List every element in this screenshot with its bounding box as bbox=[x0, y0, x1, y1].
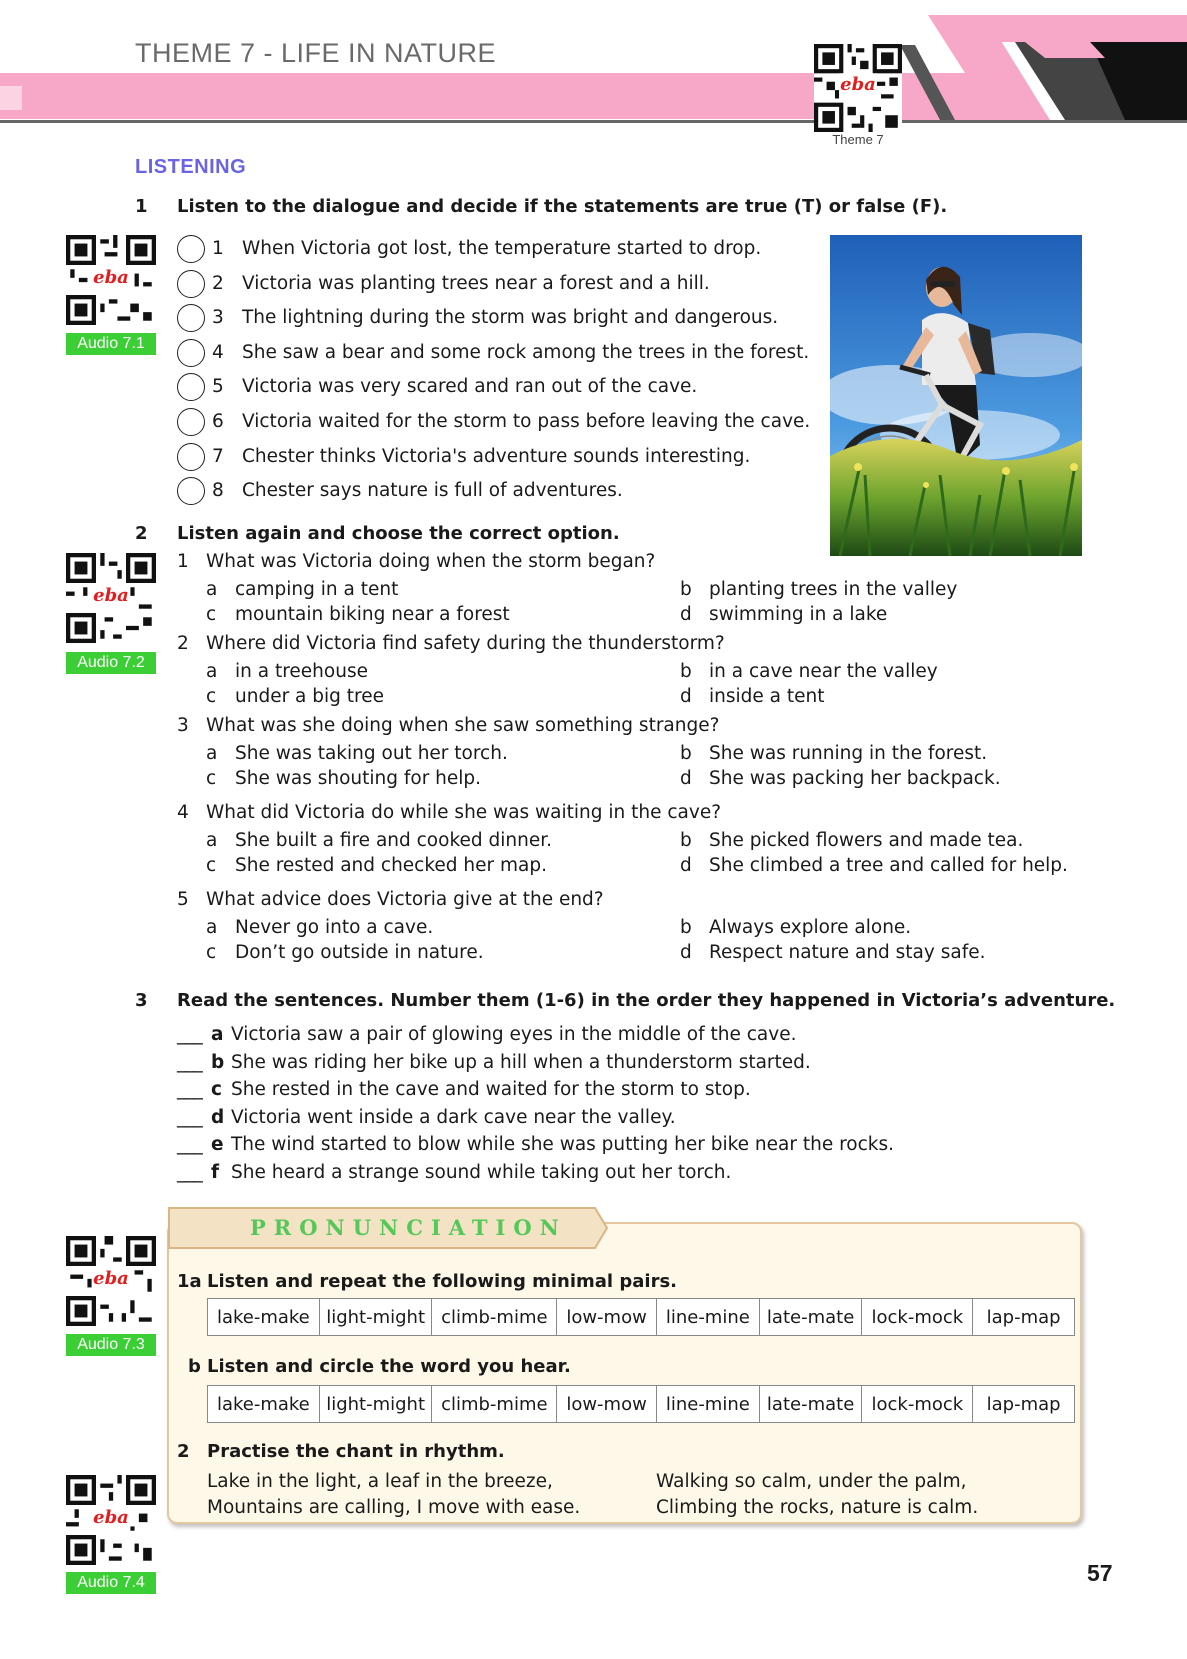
item-letter: f bbox=[211, 1161, 220, 1183]
option-text: Always explore alone. bbox=[709, 917, 912, 938]
answer-option[interactable] bbox=[680, 743, 987, 764]
option-text: mountain biking near a forest bbox=[235, 604, 510, 625]
item-text: Victoria went inside a dark cave near the valley. bbox=[231, 1106, 676, 1128]
answer-option[interactable] bbox=[680, 855, 1068, 876]
pron-1b-instruction: Listen and circle the word you hear. bbox=[207, 1356, 571, 1377]
question bbox=[177, 802, 721, 823]
question-text: Where did Victoria find safety during the thunderstorm? bbox=[206, 633, 725, 654]
ordering-item bbox=[177, 1052, 811, 1073]
item-number: 7 bbox=[212, 445, 224, 467]
option-text: under a big tree bbox=[235, 686, 385, 707]
question-number: 2 bbox=[177, 633, 189, 654]
statement-text: Chester says nature is full of adventures. bbox=[242, 480, 623, 502]
answer-circle[interactable] bbox=[177, 443, 205, 471]
minimal-pair-cell[interactable]: line-mine bbox=[657, 1386, 760, 1422]
chant-line: Mountains are calling, I move with ease. bbox=[207, 1497, 581, 1518]
option-letter: c bbox=[206, 855, 217, 876]
option-letter: d bbox=[680, 942, 692, 963]
ordering-item bbox=[177, 1134, 894, 1155]
question-number: 4 bbox=[177, 802, 189, 823]
option-text: inside a tent bbox=[709, 686, 825, 707]
pron-2-label: 2 bbox=[177, 1441, 190, 1462]
answer-circle[interactable] bbox=[177, 477, 205, 505]
statement-text: Chester thinks Victoria's adventure sounds interesting. bbox=[242, 445, 751, 467]
chant-line: Lake in the light, a leaf in the breeze, bbox=[207, 1471, 553, 1492]
statement-text: Victoria was planting trees near a forest and a hill. bbox=[242, 272, 710, 294]
eba-logo: eba bbox=[93, 1268, 129, 1289]
option-text: She climbed a tree and called for help. bbox=[709, 855, 1068, 876]
question bbox=[177, 551, 655, 572]
header-rule bbox=[0, 120, 1187, 123]
statement-text: She saw a bear and some rock among the trees in the forest. bbox=[242, 341, 810, 363]
mountain-biker-photo bbox=[830, 235, 1082, 556]
exercise-1-instruction: Listen to the dialogue and decide if the statements are true (T) or false (F). bbox=[177, 196, 948, 217]
answer-option[interactable] bbox=[680, 942, 985, 963]
option-letter: d bbox=[680, 855, 692, 876]
option-letter: b bbox=[680, 661, 692, 682]
option-letter: a bbox=[206, 917, 218, 938]
answer-circle[interactable] bbox=[177, 235, 205, 263]
minimal-pairs-table-1b bbox=[207, 1385, 1075, 1423]
eba-logo: eba bbox=[93, 1507, 129, 1528]
answer-circle[interactable] bbox=[177, 270, 205, 298]
exercise-1-number: 1 bbox=[135, 196, 148, 217]
item-number: 3 bbox=[212, 307, 224, 329]
minimal-pair-cell[interactable]: late-mate bbox=[760, 1386, 863, 1422]
audio-7-1-label[interactable]: Audio 7.1 bbox=[66, 333, 156, 355]
statement-text: When Victoria got lost, the temperature started to drop. bbox=[242, 238, 762, 259]
item-text: She rested in the cave and waited for the storm to stop. bbox=[231, 1079, 751, 1100]
option-text: camping in a tent bbox=[235, 579, 399, 600]
minimal-pairs-table-1a bbox=[207, 1298, 1075, 1336]
answer-option[interactable] bbox=[206, 579, 398, 600]
option-letter: a bbox=[206, 579, 218, 600]
header-corner-graphic bbox=[900, 10, 1187, 122]
answer-blank[interactable]: ___ bbox=[177, 1161, 202, 1183]
answer-circle[interactable] bbox=[177, 339, 205, 367]
pron-1a-label: 1a bbox=[177, 1271, 202, 1292]
exercise-2-number: 2 bbox=[135, 523, 148, 544]
option-letter: a bbox=[206, 661, 218, 682]
section-title-listening: LISTENING bbox=[135, 156, 247, 178]
option-text: She was packing her backpack. bbox=[709, 768, 1001, 789]
item-number: 4 bbox=[212, 341, 224, 363]
exercise-2-instruction: Listen again and choose the correct option. bbox=[177, 523, 620, 544]
option-text: Respect nature and stay safe. bbox=[709, 942, 986, 963]
answer-option[interactable] bbox=[206, 686, 384, 707]
option-letter: c bbox=[206, 686, 217, 707]
answer-circle[interactable] bbox=[177, 373, 205, 401]
chant-right bbox=[656, 1469, 978, 1521]
audio-7-2-qr-code[interactable] bbox=[66, 553, 156, 643]
minimal-pair-cell[interactable]: lap-map bbox=[986, 1306, 1061, 1328]
minimal-pair-cell[interactable]: lock-mock bbox=[862, 1386, 973, 1422]
answer-option[interactable] bbox=[680, 917, 911, 938]
answer-option[interactable] bbox=[680, 686, 824, 707]
option-letter: b bbox=[680, 743, 692, 764]
option-letter: a bbox=[206, 830, 218, 851]
item-letter: e bbox=[211, 1134, 224, 1155]
item-letter: b bbox=[211, 1051, 225, 1073]
qr-caption: Theme 7 bbox=[832, 132, 884, 147]
item-letter: a bbox=[211, 1024, 224, 1045]
answer-option[interactable] bbox=[206, 942, 484, 963]
item-number: 2 bbox=[212, 272, 224, 294]
option-letter: d bbox=[680, 768, 692, 789]
option-letter: a bbox=[206, 743, 218, 764]
question bbox=[177, 889, 604, 910]
minimal-pair-cell[interactable]: low-mow bbox=[557, 1386, 657, 1422]
minimal-pair-cell[interactable]: late-mate bbox=[760, 1299, 863, 1335]
answer-option[interactable] bbox=[206, 917, 433, 938]
answer-option[interactable] bbox=[206, 768, 481, 789]
answer-option[interactable] bbox=[206, 855, 547, 876]
option-text: in a treehouse bbox=[235, 661, 368, 682]
statement-text: The lightning during the storm was bright and dangerous. bbox=[242, 307, 779, 329]
option-text: She was taking out her torch. bbox=[235, 743, 508, 764]
theme-qr-code[interactable] bbox=[814, 44, 902, 132]
option-text: She built a fire and cooked dinner. bbox=[235, 830, 553, 851]
answer-option[interactable] bbox=[206, 604, 510, 625]
chant-line: Climbing the rocks, nature is calm. bbox=[656, 1497, 979, 1518]
eba-logo: eba bbox=[93, 585, 129, 606]
audio-7-4-label[interactable]: Audio 7.4 bbox=[66, 1572, 156, 1594]
option-text: She rested and checked her map. bbox=[235, 855, 547, 876]
answer-blank[interactable]: ___ bbox=[177, 1051, 202, 1073]
question bbox=[177, 633, 725, 654]
item-text: The wind started to blow while she was putting her bike near the rocks. bbox=[231, 1134, 895, 1155]
answer-blank[interactable]: ___ bbox=[177, 1079, 202, 1100]
page-number: 57 bbox=[1087, 1560, 1113, 1586]
answer-option[interactable] bbox=[206, 830, 552, 851]
answer-circle[interactable] bbox=[177, 304, 205, 332]
option-text: She picked flowers and made tea. bbox=[709, 830, 1024, 851]
chant-line: Walking so calm, under the palm, bbox=[656, 1471, 967, 1492]
audio-7-1-qr-code[interactable] bbox=[66, 235, 156, 325]
option-letter: b bbox=[680, 830, 692, 851]
ordering-item bbox=[177, 1024, 796, 1045]
question-text: What advice does Victoria give at the end? bbox=[206, 889, 604, 910]
option-text: She was shouting for help. bbox=[235, 768, 482, 789]
question-text: What was she doing when she saw something strange? bbox=[206, 715, 720, 736]
ordering-item bbox=[177, 1079, 751, 1100]
minimal-pair-cell[interactable]: lake-make bbox=[208, 1299, 320, 1335]
item-text: Victoria saw a pair of glowing eyes in the middle of the cave. bbox=[231, 1024, 797, 1045]
answer-blank[interactable]: ___ bbox=[177, 1134, 202, 1155]
exercise-3-instruction: Read the sentences. Number them (1-6) in the order they happened in Victoria’s adventure. bbox=[177, 990, 1116, 1011]
option-letter: c bbox=[206, 768, 217, 789]
ordering-item bbox=[177, 1107, 676, 1128]
answer-option[interactable] bbox=[680, 661, 938, 682]
answer-blank[interactable]: ___ bbox=[177, 1024, 202, 1045]
answer-option[interactable] bbox=[206, 743, 508, 764]
answer-option[interactable] bbox=[680, 830, 1023, 851]
option-letter: c bbox=[206, 942, 217, 963]
answer-option[interactable] bbox=[680, 579, 957, 600]
minimal-pair-cell[interactable]: line-mine bbox=[657, 1299, 760, 1335]
question-number: 3 bbox=[177, 715, 189, 736]
answer-blank[interactable]: ___ bbox=[177, 1106, 202, 1128]
minimal-pair-cell[interactable]: low-mow bbox=[557, 1299, 657, 1335]
pron-1a-instruction: Listen and repeat the following minimal pairs. bbox=[207, 1271, 677, 1292]
pron-2-instruction: Practise the chant in rhythm. bbox=[207, 1441, 505, 1462]
option-text: Never go into a cave. bbox=[235, 917, 434, 938]
section-title-pronunciation: PRONUNCIATION bbox=[250, 1215, 567, 1240]
question-text: What was Victoria doing when the storm began? bbox=[206, 551, 656, 572]
question bbox=[177, 715, 719, 736]
chant-left bbox=[207, 1469, 580, 1521]
option-letter: d bbox=[680, 604, 692, 625]
statement-text: Victoria was very scared and ran out of the cave. bbox=[242, 376, 698, 398]
audio-7-4-qr-code[interactable] bbox=[66, 1475, 156, 1565]
answer-option[interactable] bbox=[206, 661, 368, 682]
minimal-pair-cell[interactable]: light-might bbox=[320, 1299, 433, 1335]
audio-7-2-label[interactable]: Audio 7.2 bbox=[66, 652, 156, 674]
audio-7-3-label[interactable]: Audio 7.3 bbox=[66, 1334, 156, 1356]
item-letter: c bbox=[211, 1079, 222, 1100]
answer-option[interactable] bbox=[680, 604, 887, 625]
pron-1b-label: b bbox=[188, 1356, 201, 1377]
option-text: planting trees in the valley bbox=[709, 579, 958, 600]
minimal-pair-cell[interactable]: lake-make bbox=[208, 1386, 320, 1422]
minimal-pair-cell[interactable]: light-might bbox=[320, 1386, 433, 1422]
eba-logo: eba bbox=[840, 74, 876, 95]
item-letter: d bbox=[211, 1106, 225, 1128]
answer-option[interactable] bbox=[680, 768, 1001, 789]
minimal-pair-cell[interactable]: lock-mock bbox=[862, 1299, 973, 1335]
option-letter: d bbox=[680, 686, 692, 707]
option-text: Don’t go outside in nature. bbox=[235, 942, 484, 963]
minimal-pair-cell[interactable]: climb-mime bbox=[432, 1299, 557, 1335]
header-band-accent bbox=[0, 86, 22, 110]
item-number: 5 bbox=[212, 376, 224, 398]
item-number: 6 bbox=[212, 411, 224, 432]
answer-circle[interactable] bbox=[177, 408, 205, 436]
audio-7-3-qr-code[interactable] bbox=[66, 1236, 156, 1326]
option-letter: b bbox=[680, 579, 692, 600]
theme-title: THEME 7 - LIFE IN NATURE bbox=[135, 38, 497, 68]
option-text: swimming in a lake bbox=[709, 604, 888, 625]
option-letter: b bbox=[680, 917, 692, 938]
option-text: She was running in the forest. bbox=[709, 743, 988, 764]
exercise-3-number: 3 bbox=[135, 990, 148, 1011]
option-text: in a cave near the valley bbox=[709, 661, 938, 682]
item-number: 1 bbox=[212, 238, 224, 259]
question-number: 5 bbox=[177, 889, 189, 910]
option-letter: c bbox=[206, 604, 217, 625]
statement-text: Victoria waited for the storm to pass before leaving the cave. bbox=[242, 411, 811, 432]
minimal-pair-cell[interactable]: lap-map bbox=[986, 1393, 1061, 1415]
minimal-pair-cell[interactable]: climb-mime bbox=[432, 1386, 557, 1422]
item-text: She was riding her bike up a hill when a thunderstorm started. bbox=[231, 1051, 811, 1073]
item-text: She heard a strange sound while taking out her torch. bbox=[231, 1161, 732, 1183]
question-text: What did Victoria do while she was waiting in the cave? bbox=[206, 802, 722, 823]
item-number: 8 bbox=[212, 480, 224, 502]
question-number: 1 bbox=[177, 551, 189, 572]
ordering-item bbox=[177, 1162, 731, 1183]
eba-logo: eba bbox=[93, 267, 129, 288]
